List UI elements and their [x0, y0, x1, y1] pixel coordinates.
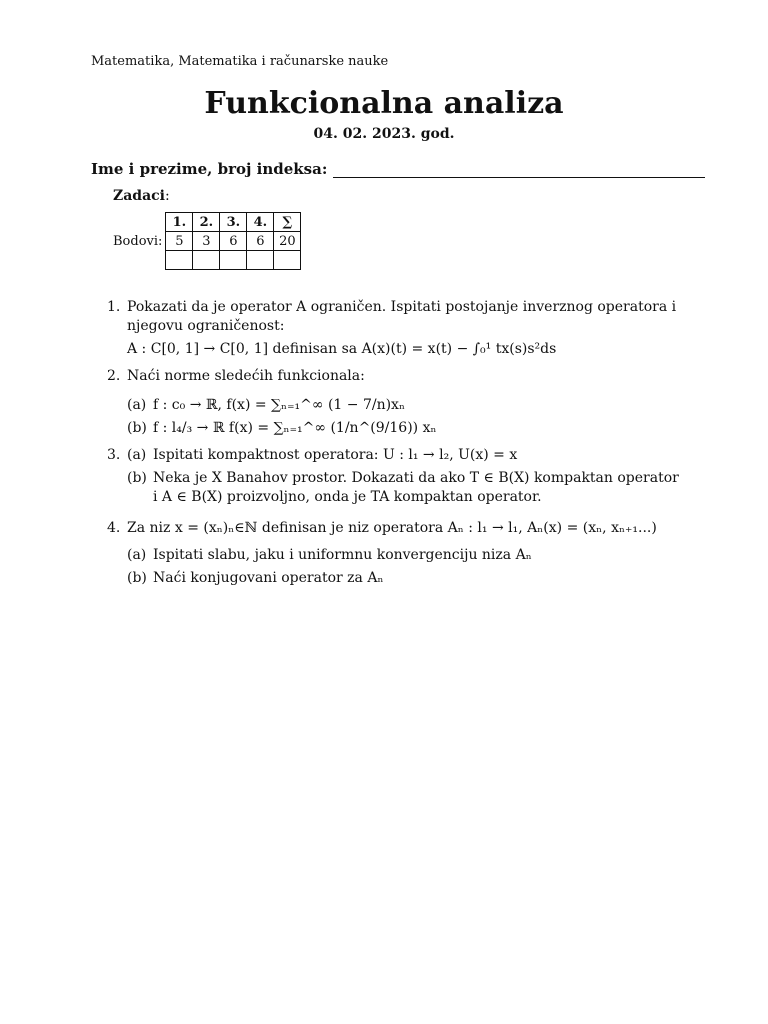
problem-number: 3. [107, 447, 121, 463]
score-entry-3[interactable] [220, 251, 247, 270]
problem-text: Naći norme sledećih funkcionala: [127, 368, 365, 384]
score-col-2: 2. [193, 213, 220, 232]
problem-2 [107, 367, 682, 438]
tasks-label [113, 188, 170, 204]
subproblem-2a [127, 396, 682, 415]
subproblem-3a [127, 446, 682, 465]
score-table-points-row [113, 232, 301, 251]
page-title: Funkcionalna analiza [204, 86, 564, 121]
score-entry-4[interactable] [247, 251, 274, 270]
subproblem-4a [127, 546, 682, 565]
subproblem-label: (b) [127, 570, 147, 586]
subproblem-label: (a) [127, 447, 147, 463]
problem-number: 1. [107, 299, 121, 315]
subproblem-label: (a) [127, 547, 147, 563]
problem-list [107, 298, 682, 596]
subproblem-text: Ispitati slabu, jaku i uniformnu konvergenciju niza Aₙ [153, 547, 532, 563]
score-col-3: 3. [220, 213, 247, 232]
name-field-line[interactable] [333, 163, 705, 178]
course-line: Matematika, Matematika i računarske nauke [91, 54, 389, 69]
points-row-label: Bodovi: [113, 233, 163, 249]
score-col-4: 4. [247, 213, 274, 232]
points-3: 6 [220, 232, 247, 251]
points-1: 5 [166, 232, 193, 251]
subproblem-4b [127, 569, 682, 588]
tasks-label-text: Zadaci [113, 188, 165, 204]
score-table-header-row [113, 213, 301, 232]
exam-date: 04. 02. 2023. god. [313, 126, 455, 142]
problem-1 [107, 298, 682, 359]
subproblem-text: f : l₄/₃ → ℝ f(x) = ∑ₙ₌₁^∞ (1/n^(9/16)) xₙ [153, 420, 437, 436]
subproblem-text: Neka je X Banahov prostor. Dokazati da ako T ∈ B(X) kompaktan operator i A ∈ B(X) proizvoljno, onda je TA kompaktan operator. [153, 470, 679, 505]
name-row [91, 160, 705, 178]
empty-row-label [113, 251, 166, 270]
problem-text: Za niz x = (xₙ)ₙ∈ℕ definisan je niz operatora Aₙ : l₁ → l₁, Aₙ(x) = (xₙ, xₙ₊₁...) [127, 520, 657, 536]
points-4: 6 [247, 232, 274, 251]
problem-formula: A : C[0, 1] → C[0, 1] definisan sa A(x)(t) = x(t) − ∫₀¹ tx(s)s²ds [127, 341, 557, 357]
score-entry-1[interactable] [166, 251, 193, 270]
score-col-sum: ∑ [274, 213, 301, 232]
score-table-corner [113, 213, 166, 232]
score-entry-sum[interactable] [274, 251, 301, 270]
subproblem-text: Naći konjugovani operator za Aₙ [153, 570, 384, 586]
score-table-empty-row [113, 251, 301, 270]
subproblem-label: (a) [127, 397, 147, 413]
subproblem-text: f : c₀ → ℝ, f(x) = ∑ₙ₌₁^∞ (1 − 7/n)xₙ [153, 397, 405, 413]
score-entry-2[interactable] [193, 251, 220, 270]
subproblem-label: (b) [127, 420, 147, 436]
problem-text: Pokazati da je operator A ograničen. Ispitati postojanje inverznog operatora i njegovu ograničenost: [127, 299, 677, 334]
problem-number: 2. [107, 368, 121, 384]
problem-number: 4. [107, 520, 121, 536]
subproblem-label: (b) [127, 470, 147, 486]
problem-3 [107, 446, 682, 507]
subproblem-text: Ispitati kompaktnost operatora: U : l₁ → l₂, U(x) = x [153, 447, 518, 463]
name-label: Ime i prezime, broj indeksa: [91, 160, 328, 178]
score-col-1: 1. [166, 213, 193, 232]
score-table [113, 212, 301, 270]
points-2: 3 [193, 232, 220, 251]
tasks-label-colon: : [165, 188, 170, 204]
problem-4 [107, 519, 682, 588]
subproblem-3b [127, 469, 682, 507]
points-sum: 20 [274, 232, 301, 251]
subproblem-2b [127, 419, 682, 438]
